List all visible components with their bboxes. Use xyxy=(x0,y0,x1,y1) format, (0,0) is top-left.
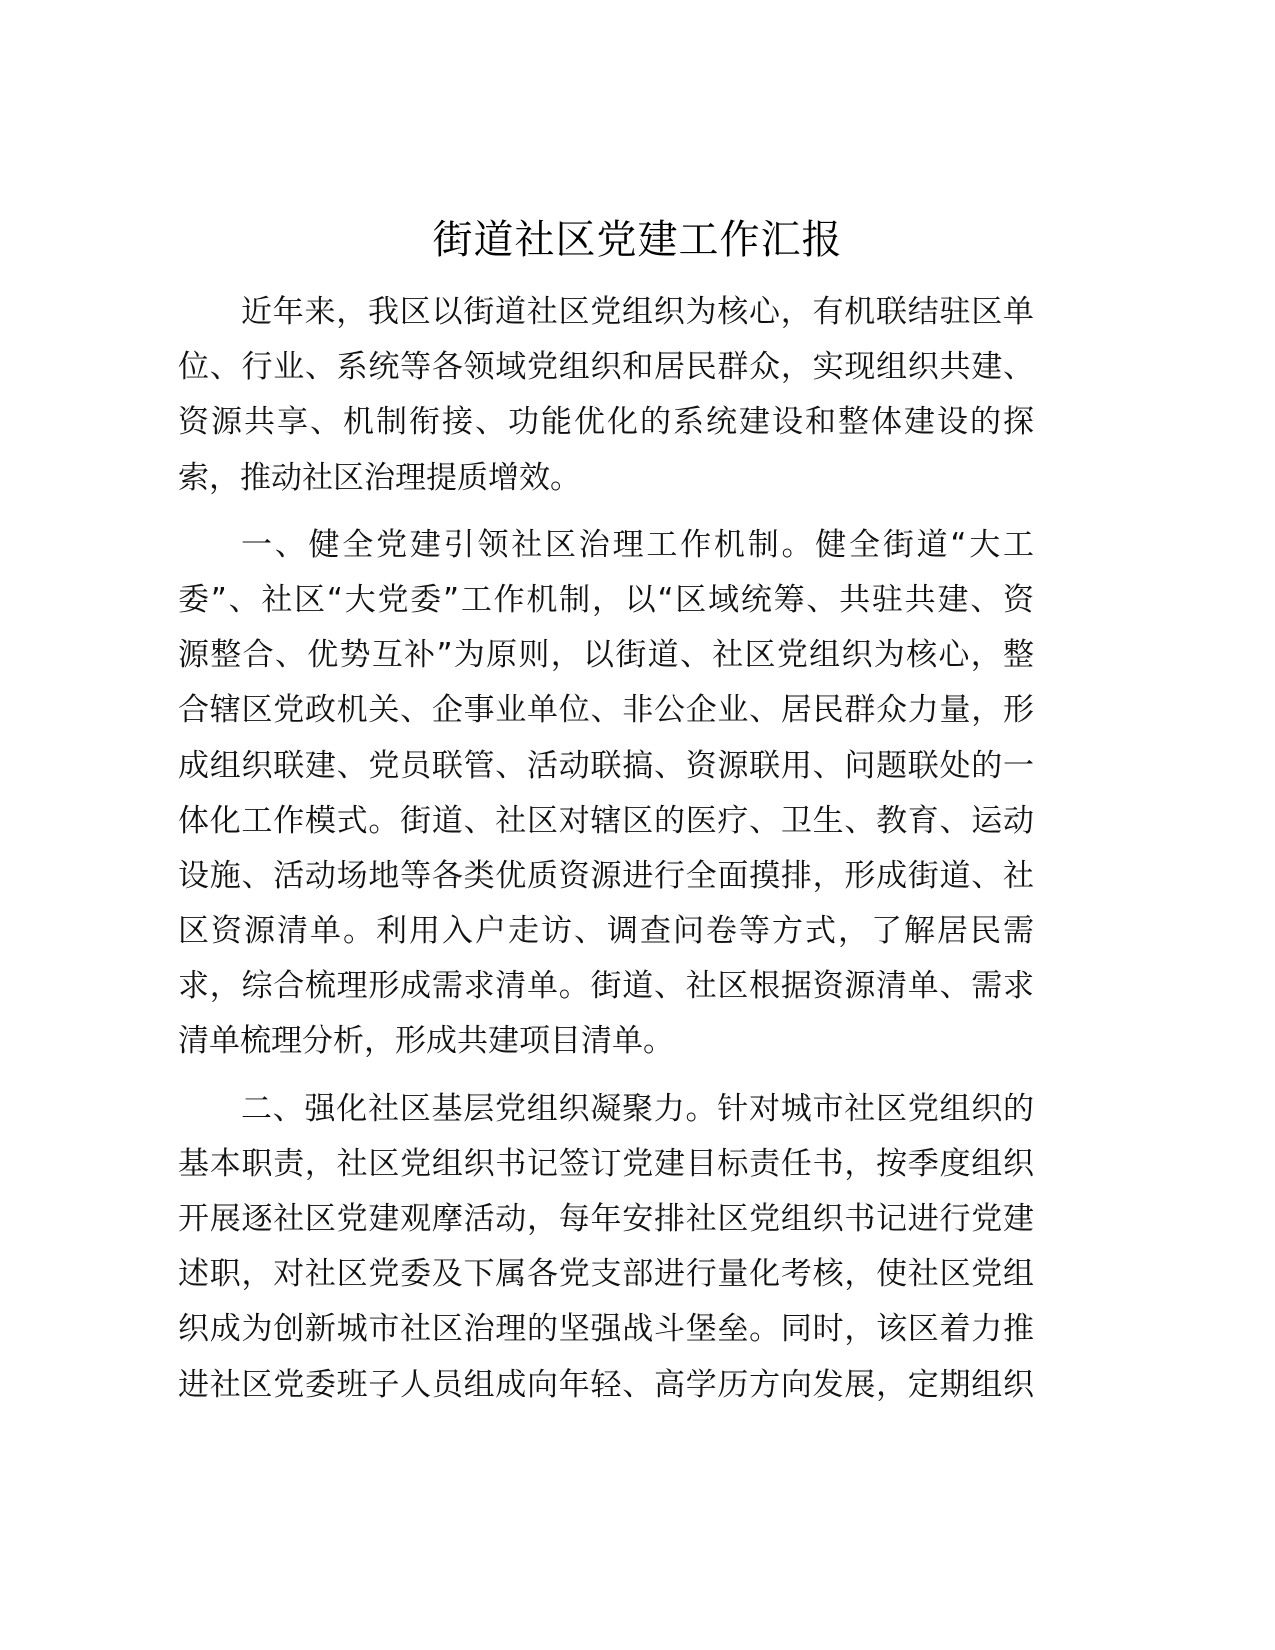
text-line: 清单梳理分析，形成共建项目清单。 xyxy=(178,1023,674,1060)
text-line: 索，推动社区治理提质增效。 xyxy=(178,459,581,496)
document-title: 街道社区党建工作汇报 xyxy=(432,217,843,263)
paragraph-section-2 xyxy=(178,1082,1034,1413)
document-body xyxy=(178,285,1034,1413)
text-line: 体化工作模式。街道、社区对辖区的医疗、卫生、教育、运动 xyxy=(178,802,1034,839)
text-line: 述职，对社区党委及下属各党支部进行量化考核，使社区党组 xyxy=(178,1256,1034,1293)
text-line: 源整合、优势互补”为原则，以街道、社区党组织为核心，整 xyxy=(178,637,1034,674)
text-line: 开展逐社区党建观摩活动，每年安排社区党组织书记进行党建 xyxy=(178,1201,1034,1237)
paragraph-section-1 xyxy=(178,518,1034,1070)
paragraph-spacer xyxy=(178,1070,1034,1082)
text-line: 进社区党委班子人员组成向年轻、高学历方向发展，定期组织 xyxy=(178,1366,1034,1403)
section-heading-line: 一、健全党建引领社区治理工作机制。健全街道“大工 xyxy=(241,526,1034,563)
text-line: 基本职责，社区党组织书记签订党建目标责任书，按季度组织 xyxy=(178,1145,1034,1182)
paragraph-intro xyxy=(178,285,1034,506)
text-line: 成组织联建、党员联管、活动联搞、资源联用、问题联处的一 xyxy=(178,747,1034,784)
section-heading-line: 二、强化社区基层党组织凝聚力。针对城市社区党组织的 xyxy=(241,1090,1034,1127)
text-line: 资源共享、机制衔接、功能优化的系统建设和整体建设的探 xyxy=(178,404,1034,441)
text-line: 近年来，我区以街道社区党组织为核心，有机联结驻区单 xyxy=(241,294,1034,330)
paragraph-spacer xyxy=(178,506,1034,518)
text-line: 区资源清单。利用入户走访、调查问卷等方式，了解居民需 xyxy=(178,913,1034,950)
text-line: 合辖区党政机关、企事业单位、非公企业、居民群众力量，形 xyxy=(178,692,1034,729)
text-line: 委”、社区“大党委”工作机制，以“区域统筹、共驻共建、资 xyxy=(178,581,1034,618)
text-line: 织成为创新城市社区治理的坚强战斗堡垒。同时，该区着力推 xyxy=(178,1311,1034,1348)
text-line: 设施、活动场地等各类优质资源进行全面摸排，形成街道、社 xyxy=(178,857,1034,894)
text-line: 求，综合梳理形成需求清单。街道、社区根据资源清单、需求 xyxy=(178,968,1034,1005)
text-line: 位、行业、系统等各领域党组织和居民群众，实现组织共建、 xyxy=(178,349,1034,386)
